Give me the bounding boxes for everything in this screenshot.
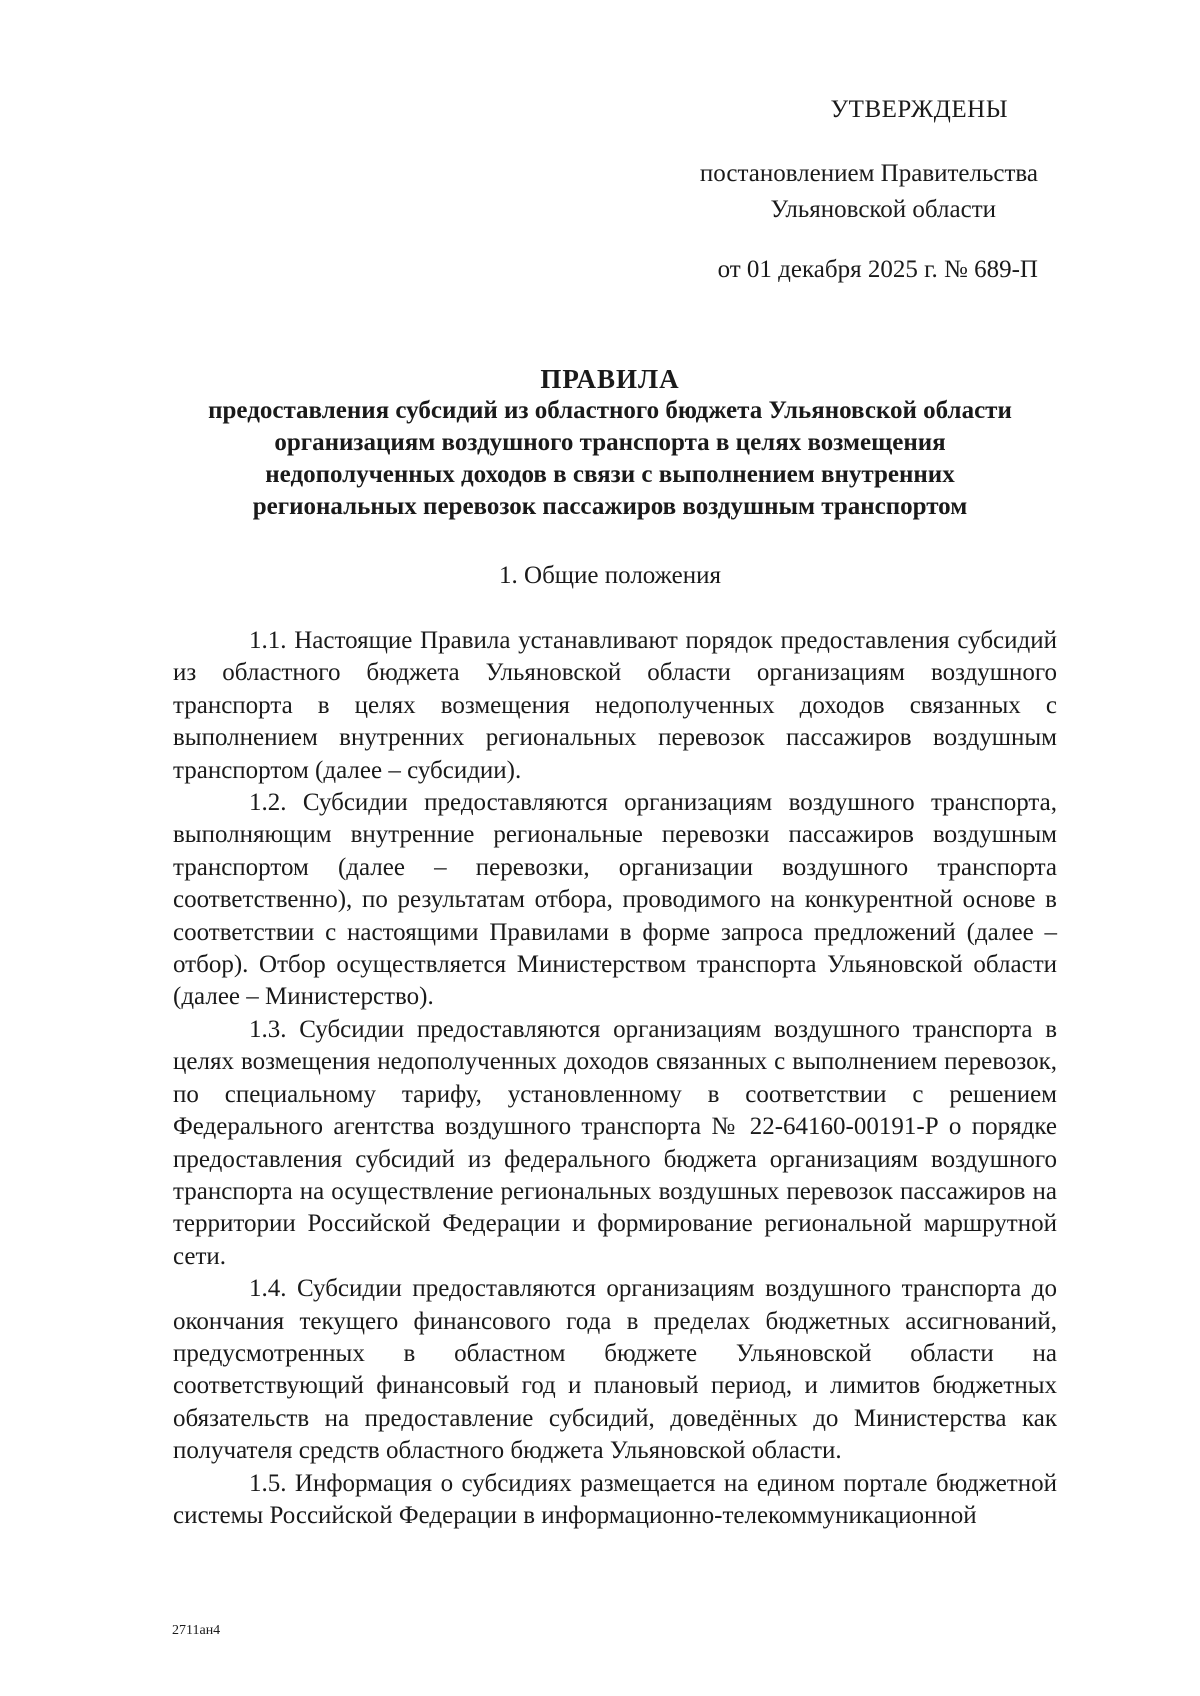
approval-date: от 01 декабря 2025 г. № 689-П: [717, 256, 1038, 283]
approval-stamp: УТВЕРЖДЕНЫ: [830, 96, 1008, 123]
document-title-line: предоставления субсидий из областного бюджета Ульяновской области: [208, 397, 1012, 424]
document-title: [160, 363, 1060, 523]
paragraph-1-2: 1.2. Субсидии предоставляются организациям воздушного транспорта, выполняющим внутренние региональные перевозки пассажиров воздушным транспортом (далее – перевозки, организации воздушного транспорта соответственно), по результатам отбора, проводимого на конкурентной основе в соответствии с настоящими Правилами в форме запроса предложений (далее – отбор). Отбор осуществляется Министерством транспорта Ульяновской области (далее – Министерство).: [173, 789, 1057, 1011]
document-title-main: ПРАВИЛА: [540, 364, 680, 394]
footer-code: 2711ан4: [172, 1623, 221, 1638]
document-title-line: организациям воздушного транспорта в целях возмещения: [274, 429, 946, 456]
paragraph-1-1: 1.1. Настоящие Правила устанавливают порядок предоставления субсидий из областного бюджета Ульяновской области организациям воздушного транспорта в целях возмещения недополученных доходов связанных с выполнением внутренних региональных перевозок пассажиров воздушным транспортом (далее – субсидии).: [173, 627, 1057, 784]
paragraph-1-3: 1.3. Субсидии предоставляются организациям воздушного транспорта в целях возмещения недополученных доходов связанных с выполнением перевозок, по специальному тарифу, установленному в соответствии с решением Федерального агентства воздушного транспорта № 22-64160-00191-Р о порядке предоставления субсидий из федерального бюджета организациям воздушного транспорта на осуществление региональных воздушных перевозок пассажиров на территории Российской Федерации и формирование региональной маршрутной сети.: [173, 1015, 1057, 1270]
approval-authority-line1: постановлением Правительства: [699, 160, 1038, 187]
paragraph-1-5: 1.5. Информация о субсидиях размещается на едином портале бюджетной системы Российской Федерации в информационно-телекоммуникационной: [173, 1469, 1057, 1529]
document-title-line: недополученных доходов в связи с выполнением внутренних: [265, 461, 955, 488]
approval-block: [620, 92, 1080, 288]
document-body: [173, 625, 1057, 1532]
document-title-line: региональных перевозок пассажиров воздушным транспортом: [252, 493, 968, 520]
approval-authority-line2: Ульяновской области: [770, 196, 996, 223]
paragraph-1-4: 1.4. Субсидии предоставляются организациям воздушного транспорта до окончания текущего финансового года в пределах бюджетных ассигнований, предусмотренных в областном бюджете Ульяновской области на соответствующий финансовый год и плановый период, и лимитов бюджетных обязательств на предоставление субсидий, доведённых до Министерства как получателя средств областного бюджета Ульяновской области.: [173, 1275, 1057, 1465]
section-heading: 1. Общие положения: [499, 562, 721, 589]
